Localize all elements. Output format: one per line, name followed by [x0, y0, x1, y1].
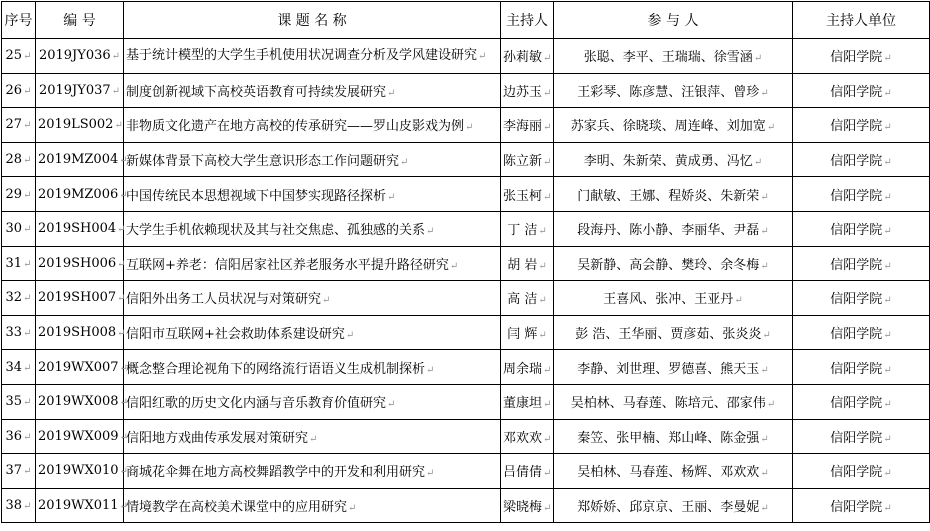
return-mark-icon: ↵: [543, 364, 552, 376]
cell-host: [501, 350, 554, 385]
cell-host-text: 边苏玉: [503, 84, 543, 100]
return-mark-icon: ↵: [883, 53, 892, 65]
return-mark-icon: ↵: [23, 466, 32, 478]
return-mark-icon: ↵: [883, 226, 892, 238]
header-members: 参 与 人: [554, 2, 793, 39]
return-mark-icon: ↵: [543, 468, 552, 480]
return-mark-icon: ↵: [543, 433, 552, 445]
cell-title-text: 概念整合理论视角下的网络流行语语义生成机制探析: [126, 361, 426, 377]
table-row: [2, 108, 930, 143]
cell-seq: [2, 281, 36, 316]
cell-seq-text: 29: [5, 186, 23, 202]
return-mark-icon: ↵: [23, 397, 32, 409]
cell-host: [501, 246, 554, 281]
cell-host-text: 闫 辉: [507, 327, 538, 343]
cell-code-text: 2019SH008: [38, 325, 117, 341]
cell-seq-text: 34: [5, 359, 23, 375]
cell-unit-text: 信阳学院: [830, 327, 883, 343]
cell-title: [124, 454, 501, 489]
cell-seq-text: 37: [5, 463, 23, 479]
cell-code-text: 2019WX008: [38, 394, 119, 410]
cell-seq: [2, 315, 36, 350]
cell-members-text: 张聪、李平、王瑞瑞、徐雪涵: [583, 50, 753, 66]
return-mark-icon: ↵: [760, 260, 769, 272]
header-title: 课 题 名 称: [124, 2, 501, 39]
return-mark-icon: ↵: [760, 87, 769, 99]
cell-code: [36, 419, 128, 454]
return-mark-icon: ↵: [348, 503, 357, 515]
cell-code: [36, 142, 128, 177]
cell-host-text: 丁 洁: [507, 223, 538, 239]
cell-title: [124, 384, 501, 419]
cell-members-text: 李明、朱新荣、黄成勇、冯忆: [583, 154, 753, 170]
cell-unit: [793, 246, 930, 281]
cell-unit-text: 信阳学院: [830, 223, 883, 239]
cell-unit-text: 信阳学院: [830, 188, 883, 204]
cell-seq: [2, 419, 36, 454]
return-mark-icon: ↵: [465, 122, 474, 134]
return-mark-icon: ↵: [400, 157, 409, 169]
cell-members-text: 郑娇娇、邱京京、王丽、李曼妮: [577, 500, 760, 516]
return-mark-icon: ↵: [117, 258, 126, 270]
cell-title: [124, 177, 501, 212]
cell-code-text: 2019WX009: [38, 428, 119, 444]
table-row: [2, 488, 930, 523]
return-mark-icon: ↵: [387, 399, 396, 411]
cell-host: [501, 384, 554, 419]
cell-host-text: 张玉柯: [503, 188, 543, 204]
cell-seq-text: 33: [5, 325, 23, 341]
cell-title-text: 非物质文化遗产在地方高校的传承研究——罗山皮影戏为例: [126, 119, 465, 135]
cell-seq: [2, 39, 36, 74]
return-mark-icon: ↵: [23, 501, 32, 513]
return-mark-icon: ↵: [23, 189, 32, 201]
cell-host: [501, 39, 554, 74]
cell-title: [124, 142, 501, 177]
return-mark-icon: ↵: [883, 399, 892, 411]
cell-code: [36, 350, 128, 385]
cell-members: [554, 177, 793, 212]
return-mark-icon: ↵: [543, 191, 552, 203]
return-mark-icon: ↵: [449, 260, 459, 272]
return-mark-icon: ↵: [883, 87, 892, 99]
return-mark-icon: ↵: [762, 330, 771, 342]
cell-title-text: 中国传统民本思想视域下中国梦实现路径探析: [126, 188, 387, 204]
cell-unit: [793, 281, 930, 316]
return-mark-icon: ↵: [387, 191, 396, 203]
cell-unit: [793, 488, 930, 523]
cell-members-text: 门献敏、王娜、程娇炎、朱新荣: [577, 188, 760, 204]
cell-unit: [793, 177, 930, 212]
cell-host: [501, 73, 554, 108]
cell-code: [36, 454, 128, 489]
cell-members: [554, 211, 793, 246]
cell-unit: [793, 315, 930, 350]
cell-members-text: 彭 浩、王华丽、贾彦茹、张炎炎: [575, 327, 762, 343]
cell-title: [124, 246, 501, 281]
return-mark-icon: ↵: [322, 295, 331, 307]
cell-title-text: 大学生手机依赖现状及其与社交焦虑、孤独感的关系: [126, 223, 426, 239]
cell-members: [554, 142, 793, 177]
return-mark-icon: ↵: [23, 224, 32, 236]
return-mark-icon: ↵: [883, 191, 892, 203]
cell-members: [554, 384, 793, 419]
cell-unit-text: 信阳学院: [830, 465, 883, 481]
cell-host-text: 胡 岩: [507, 257, 538, 273]
cell-code-text: 2019WX011: [38, 498, 119, 514]
cell-unit-text: 信阳学院: [830, 292, 883, 308]
return-mark-icon: ↵: [23, 85, 32, 97]
cell-host-text: 周余瑞: [503, 361, 543, 377]
cell-title-text: 信阳红歌的历史文化内涵与音乐教育价值研究: [126, 396, 387, 412]
cell-host: [501, 419, 554, 454]
cell-host: [501, 142, 554, 177]
cell-code-text: 2019SH004: [38, 221, 117, 237]
return-mark-icon: ↵: [538, 295, 547, 307]
cell-members: [554, 454, 793, 489]
cell-unit: [793, 142, 930, 177]
cell-unit: [793, 108, 930, 143]
cell-seq: [2, 73, 36, 108]
cell-seq-text: 36: [5, 428, 23, 444]
table-row: [2, 177, 930, 212]
cell-code: [36, 39, 124, 74]
cell-title-text: 信阳地方戏曲传承发展对策研究: [126, 430, 309, 446]
return-mark-icon: ↵: [23, 120, 32, 132]
return-mark-icon: ↵: [309, 433, 318, 445]
cell-unit-text: 信阳学院: [830, 257, 883, 273]
return-mark-icon: ↵: [119, 362, 128, 374]
cell-title: [124, 315, 501, 350]
return-mark-icon: ↵: [543, 87, 552, 99]
return-mark-icon: ↵: [543, 503, 552, 515]
cell-host-text: 梁晓梅: [503, 500, 543, 516]
return-mark-icon: ↵: [111, 85, 121, 97]
return-mark-icon: ↵: [117, 293, 126, 305]
return-mark-icon: ↵: [426, 468, 435, 480]
return-mark-icon: ↵: [23, 362, 32, 374]
return-mark-icon: ↵: [538, 226, 547, 238]
cell-seq-text: 35: [5, 394, 23, 410]
cell-members: [554, 315, 793, 350]
return-mark-icon: ↵: [538, 330, 547, 342]
cell-code-text: 2019SH006: [38, 255, 117, 271]
return-mark-icon: ↵: [760, 468, 769, 480]
return-mark-icon: ↵: [543, 122, 552, 134]
cell-code-text: 2019SH007: [38, 290, 117, 306]
return-mark-icon: ↵: [760, 503, 769, 515]
cell-title-text: 信阳外出务工人员状况与对策研究: [126, 292, 322, 308]
return-mark-icon: ↵: [883, 122, 892, 134]
cell-seq: [2, 211, 36, 246]
return-mark-icon: ↵: [734, 295, 743, 307]
return-mark-icon: ↵: [23, 431, 32, 443]
cell-host-text: 李海丽: [503, 119, 543, 135]
header-seq: 序号: [2, 2, 36, 39]
cell-code-text: 2019JY037: [38, 82, 111, 98]
cell-code-text: 2019LS002: [38, 117, 114, 133]
cell-seq-text: 26: [5, 82, 23, 98]
cell-members: [554, 39, 793, 74]
table-row: [2, 419, 930, 454]
return-mark-icon: ↵: [345, 330, 355, 342]
cell-unit: [793, 454, 930, 489]
cell-members: [554, 419, 793, 454]
cell-host: [501, 488, 554, 523]
cell-members: [554, 350, 793, 385]
cell-members-text: 吴柏林、马春莲、陈培元、邵家伟: [570, 396, 766, 412]
header-code: 编 号: [36, 2, 124, 39]
cell-code-text: 2019WX007: [38, 359, 119, 375]
return-mark-icon: ↵: [766, 399, 776, 411]
cell-unit-text: 信阳学院: [830, 500, 883, 516]
cell-members-text: 王喜风、张冲、王亚丹: [603, 292, 734, 308]
cell-unit: [793, 211, 930, 246]
return-mark-icon: ↵: [883, 364, 892, 376]
return-mark-icon: ↵: [883, 330, 892, 342]
cell-code-text: 2019WX010: [38, 463, 119, 479]
cell-host-text: 董康坦: [503, 396, 543, 412]
cell-unit-text: 信阳学院: [830, 50, 883, 66]
return-mark-icon: ↵: [760, 433, 769, 445]
header-host: 主持人: [501, 2, 554, 39]
cell-seq: [2, 246, 36, 281]
cell-unit-text: 信阳学院: [830, 119, 883, 135]
cell-seq: [2, 488, 36, 523]
return-mark-icon: ↵: [760, 226, 769, 238]
cell-seq: [2, 108, 36, 143]
cell-seq: [2, 350, 36, 385]
cell-code: [36, 488, 128, 523]
cell-unit: [793, 384, 930, 419]
return-mark-icon: ↵: [23, 155, 32, 167]
cell-unit-text: 信阳学院: [830, 84, 883, 100]
return-mark-icon: ↵: [883, 503, 892, 515]
return-mark-icon: ↵: [119, 155, 128, 167]
table-row: [2, 454, 930, 489]
cell-members-text: 苏家兵、徐晓琰、周连峰、刘加宽: [570, 119, 766, 135]
cell-code: [36, 384, 128, 419]
cell-members-text: 秦笠、张甲楠、郑山峰、陈金强: [577, 430, 760, 446]
table-row: [2, 211, 930, 246]
cell-title: [124, 281, 501, 316]
cell-host-text: 孙莉敏: [503, 50, 543, 66]
return-mark-icon: ↵: [543, 53, 552, 65]
cell-unit: [793, 419, 930, 454]
cell-unit-text: 信阳学院: [830, 154, 883, 170]
cell-host: [501, 211, 554, 246]
cell-members: [554, 281, 793, 316]
return-mark-icon: ↵: [543, 157, 552, 169]
cell-code-text: 2019MZ004: [38, 152, 119, 168]
cell-unit-text: 信阳学院: [830, 361, 883, 377]
table-row: [2, 142, 930, 177]
cell-title: [124, 73, 501, 108]
return-mark-icon: ↵: [119, 466, 128, 478]
cell-seq: [2, 142, 36, 177]
cell-members: [554, 488, 793, 523]
cell-members-text: 段海丹、陈小静、李丽华、尹磊: [577, 223, 760, 239]
return-mark-icon: ↵: [119, 501, 128, 513]
cell-title-text: 制度创新视域下高校英语教育可持续发展研究: [126, 84, 387, 100]
return-mark-icon: ↵: [883, 433, 892, 445]
cell-seq-text: 38: [5, 498, 23, 514]
cell-unit: [793, 73, 930, 108]
table-row: [2, 350, 930, 385]
cell-members: [554, 73, 793, 108]
table-row: [2, 281, 930, 316]
return-mark-icon: ↵: [543, 399, 552, 411]
cell-code: [36, 246, 124, 281]
cell-seq-text: 25: [5, 48, 23, 64]
cell-seq: [2, 384, 36, 419]
cell-seq-text: 32: [5, 290, 23, 306]
cell-seq-text: 31: [5, 255, 23, 271]
cell-unit: [793, 350, 930, 385]
cell-unit-text: 信阳学院: [830, 430, 883, 446]
return-mark-icon: ↵: [387, 87, 396, 99]
cell-host-text: 高 洁: [507, 292, 538, 308]
cell-title-text: 新媒体背景下高校大学生意识形态工作问题研究: [126, 154, 400, 170]
cell-host-text: 陈立新: [503, 154, 543, 170]
return-mark-icon: ↵: [426, 226, 435, 238]
return-mark-icon: ↵: [119, 397, 128, 409]
table-row: [2, 384, 930, 419]
table-row: [2, 315, 930, 350]
cell-code-text: 2019MZ006: [38, 186, 119, 202]
cell-title: [124, 419, 501, 454]
return-mark-icon: ↵: [23, 293, 32, 305]
return-mark-icon: ↵: [883, 295, 892, 307]
return-mark-icon: ↵: [760, 191, 769, 203]
table-row: [2, 39, 930, 74]
return-mark-icon: ↵: [753, 157, 763, 169]
cell-seq-text: 28: [5, 152, 23, 168]
return-mark-icon: ↵: [760, 364, 769, 376]
cell-members: [554, 246, 793, 281]
return-mark-icon: ↵: [753, 53, 763, 65]
cell-code: [36, 73, 124, 108]
table-row: [2, 73, 930, 108]
cell-members-text: 王彩琴、陈彦慧、汪银萍、曾珍: [577, 84, 760, 100]
cell-seq: [2, 454, 36, 489]
return-mark-icon: ↵: [111, 51, 121, 63]
cell-members: [554, 108, 793, 143]
cell-members-text: 吴柏林、马春莲、杨辉、邓欢欢: [577, 465, 760, 481]
header-unit: 主持人单位: [793, 2, 930, 39]
return-mark-icon: ↵: [117, 328, 126, 340]
cell-members-text: 李静、刘世理、罗德喜、熊天玉: [577, 361, 760, 377]
cell-unit: [793, 39, 930, 74]
return-mark-icon: ↵: [119, 189, 128, 201]
cell-code: [36, 211, 124, 246]
return-mark-icon: ↵: [538, 260, 547, 272]
cell-title-text: 基于统计模型的大学生手机使用状况调查分析及学风建设研究: [126, 47, 478, 63]
cell-title-text: 商城花伞舞在地方高校舞蹈教学中的开发和利用研究: [126, 465, 426, 481]
return-mark-icon: ↵: [478, 50, 487, 62]
return-mark-icon: ↵: [883, 468, 892, 480]
cell-host: [501, 177, 554, 212]
cell-title: [124, 108, 501, 143]
cell-seq-text: 30: [5, 221, 23, 237]
cell-title-text: 情境教学在高校美术课堂中的应用研究: [126, 500, 348, 516]
return-mark-icon: ↵: [883, 157, 892, 169]
cell-code: [36, 108, 124, 143]
cell-code: [36, 315, 124, 350]
return-mark-icon: ↵: [23, 51, 32, 63]
cell-host: [501, 108, 554, 143]
cell-host-text: 吕倩倩: [503, 465, 543, 481]
cell-title: [124, 350, 501, 385]
cell-host-text: 邓欢欢: [503, 430, 543, 446]
project-table: [1, 1, 930, 523]
cell-seq-text: 27: [5, 117, 23, 133]
cell-code: [36, 281, 124, 316]
cell-code-text: 2019JY036: [38, 48, 111, 64]
header-row: [2, 2, 930, 39]
cell-seq: [2, 177, 36, 212]
table-row: [2, 246, 930, 281]
return-mark-icon: ↵: [114, 120, 123, 132]
return-mark-icon: ↵: [117, 224, 126, 236]
return-mark-icon: ↵: [119, 431, 128, 443]
cell-title: [124, 488, 501, 523]
return-mark-icon: ↵: [766, 122, 776, 134]
cell-code: [36, 177, 128, 212]
cell-title: [124, 211, 501, 246]
return-mark-icon: ↵: [426, 364, 435, 376]
cell-host: [501, 281, 554, 316]
cell-title-text: 互联网+养老：信阳居家社区养老服务水平提升路径研究: [126, 257, 449, 273]
cell-title: [124, 39, 501, 74]
cell-host: [501, 454, 554, 489]
return-mark-icon: ↵: [883, 260, 892, 272]
cell-members-text: 吴新静、高会静、樊玲、余冬梅: [577, 257, 760, 273]
cell-title-text: 信阳市互联网+社会救助体系建设研究: [126, 327, 345, 343]
return-mark-icon: ↵: [23, 328, 32, 340]
cell-unit-text: 信阳学院: [830, 396, 883, 412]
return-mark-icon: ↵: [23, 258, 32, 270]
cell-host: [501, 315, 554, 350]
